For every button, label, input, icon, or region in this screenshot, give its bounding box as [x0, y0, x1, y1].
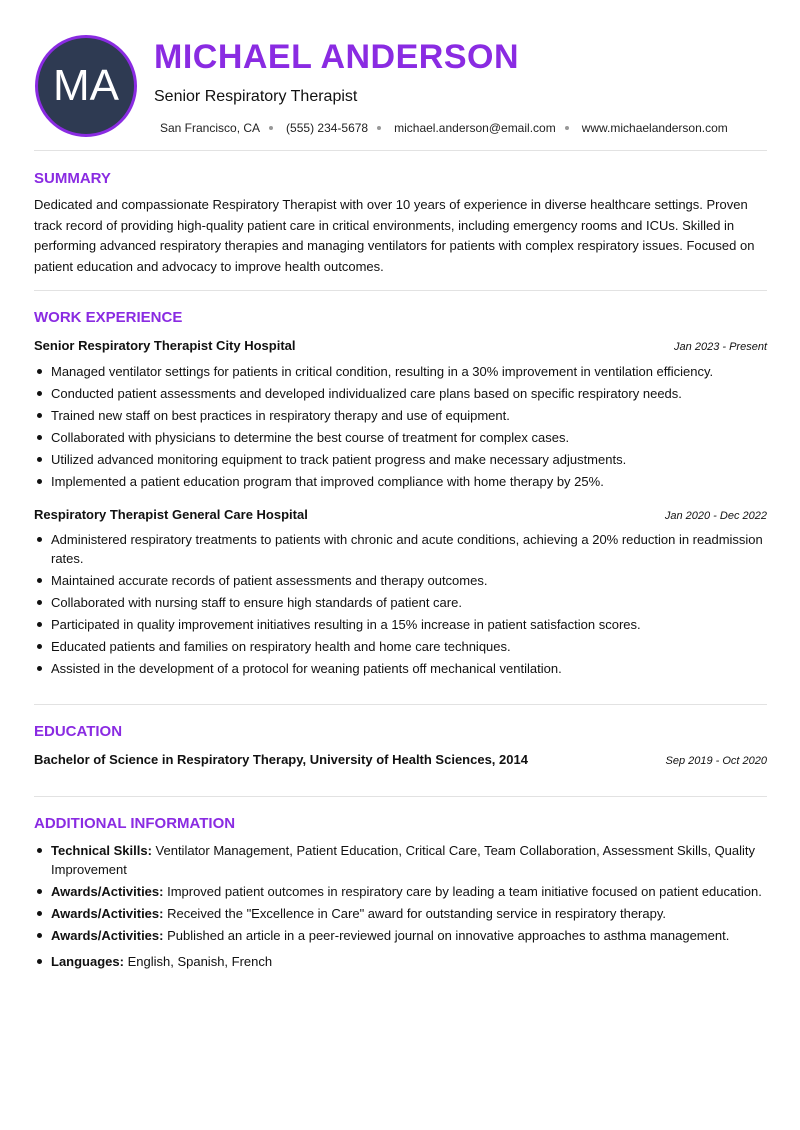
list-item: [34, 952, 769, 971]
list-item: [34, 841, 769, 879]
list-item: Trained new staff on best practices in respiratory therapy and use of equipment.: [34, 406, 769, 425]
list-item: Utilized advanced monitoring equipment to track patient progress and make necessary adjustments.: [34, 450, 769, 469]
separator-dot: [377, 126, 381, 130]
divider: [34, 796, 767, 797]
summary-text: Dedicated and compassionate Respiratory Therapist with over 10 years of experience in diverse healthcare settings. Proven track record of providing high-quality patient care in critical environments, including emergency rooms and ICUs. Skilled in performing advanced respiratory therapies and managing ventilators for patients with complex respiratory issues. Focused on patient education and advocacy to improve health outcomes.: [34, 197, 755, 274]
list-item: Maintained accurate records of patient assessments and therapy outcomes.: [34, 571, 769, 590]
divider: [34, 150, 767, 151]
list-item: [34, 926, 769, 945]
job-header: [34, 507, 767, 522]
education-date: Sep 2019 - Oct 2020: [665, 755, 767, 767]
contact-website[interactable]: www.michaelanderson.com: [581, 121, 728, 135]
education-entry: [34, 752, 767, 767]
item-label: Languages:: [51, 954, 124, 969]
contact-location: San Francisco, CA: [160, 121, 261, 135]
list-item: Participated in quality improvement initiatives resulting in a 15% increase in patient satisfaction scores.: [34, 615, 769, 634]
list-item: Educated patients and families on respiratory health and home care techniques.: [34, 637, 769, 656]
divider: [34, 290, 767, 291]
list-item: [34, 904, 769, 923]
job-date: Jan 2023 - Present: [674, 341, 767, 353]
summary-heading: SUMMARY: [34, 170, 111, 187]
item-label: Awards/Activities:: [51, 928, 164, 943]
avatar-initials: MA: [53, 61, 119, 110]
experience-heading: WORK EXPERIENCE: [34, 309, 183, 326]
item-text: English, Spanish, French: [123, 954, 273, 969]
job-role: Senior Respiratory Therapist City Hospital: [34, 338, 296, 353]
item-text: Improved patient outcomes in respiratory care by leading a team initiative focused on patient education.: [163, 884, 762, 899]
separator-dot: [269, 126, 273, 130]
list-item: Administered respiratory treatments to patients with chronic and acute conditions, achieving a 20% reduction in readmission rates.: [34, 530, 769, 568]
divider: [34, 704, 767, 705]
item-text: Ventilator Management, Patient Education, Critical Care, Team Collaboration, Assessment Skills, Quality Improvement: [51, 843, 756, 877]
education-heading: EDUCATION: [34, 723, 123, 740]
item-label: Awards/Activities:: [51, 906, 164, 921]
contact-email[interactable]: michael.anderson@email.com: [394, 121, 556, 135]
item-label: Technical Skills:: [51, 843, 152, 858]
item-text: Published an article in a peer-reviewed journal on innovative approaches to asthma management.: [163, 928, 730, 943]
item-text: Received the "Excellence in Care" award for outstanding service in respiratory therapy.: [163, 906, 666, 921]
list-item: Collaborated with physicians to determine the best course of treatment for complex cases.: [34, 428, 769, 447]
list-item: Conducted patient assessments and developed individualized care plans based on specific respiratory needs.: [34, 384, 769, 403]
item-label: Awards/Activities:: [51, 884, 164, 899]
contact-bar: [160, 121, 728, 135]
additional-heading: ADDITIONAL INFORMATION: [34, 815, 236, 832]
list-item: [34, 882, 769, 901]
avatar: [35, 35, 137, 137]
job-title: Senior Respiratory Therapist: [154, 88, 358, 105]
education-degree: Bachelor of Science in Respiratory Therapy, University of Health Sciences, 2014: [34, 752, 528, 767]
job-role: Respiratory Therapist General Care Hospital: [34, 507, 308, 522]
contact-phone: (555) 234-5678: [286, 121, 369, 135]
job-date: Jan 2020 - Dec 2022: [664, 510, 767, 522]
list-item: Assisted in the development of a protocol for weaning patients off mechanical ventilation.: [34, 659, 769, 678]
separator-dot: [565, 126, 569, 130]
job-bullets: [34, 530, 769, 678]
additional-list: [34, 841, 769, 971]
list-item: Collaborated with nursing staff to ensure high standards of patient care.: [34, 593, 769, 612]
candidate-name: MICHAEL ANDERSON: [154, 38, 520, 76]
list-item: Managed ventilator settings for patients in critical condition, resulting in a 30% improvement in ventilation efficiency.: [34, 362, 769, 381]
job-bullets: [34, 362, 769, 491]
job-header: [34, 338, 767, 353]
list-item: Implemented a patient education program that improved compliance with home therapy by 25%.: [34, 472, 769, 491]
